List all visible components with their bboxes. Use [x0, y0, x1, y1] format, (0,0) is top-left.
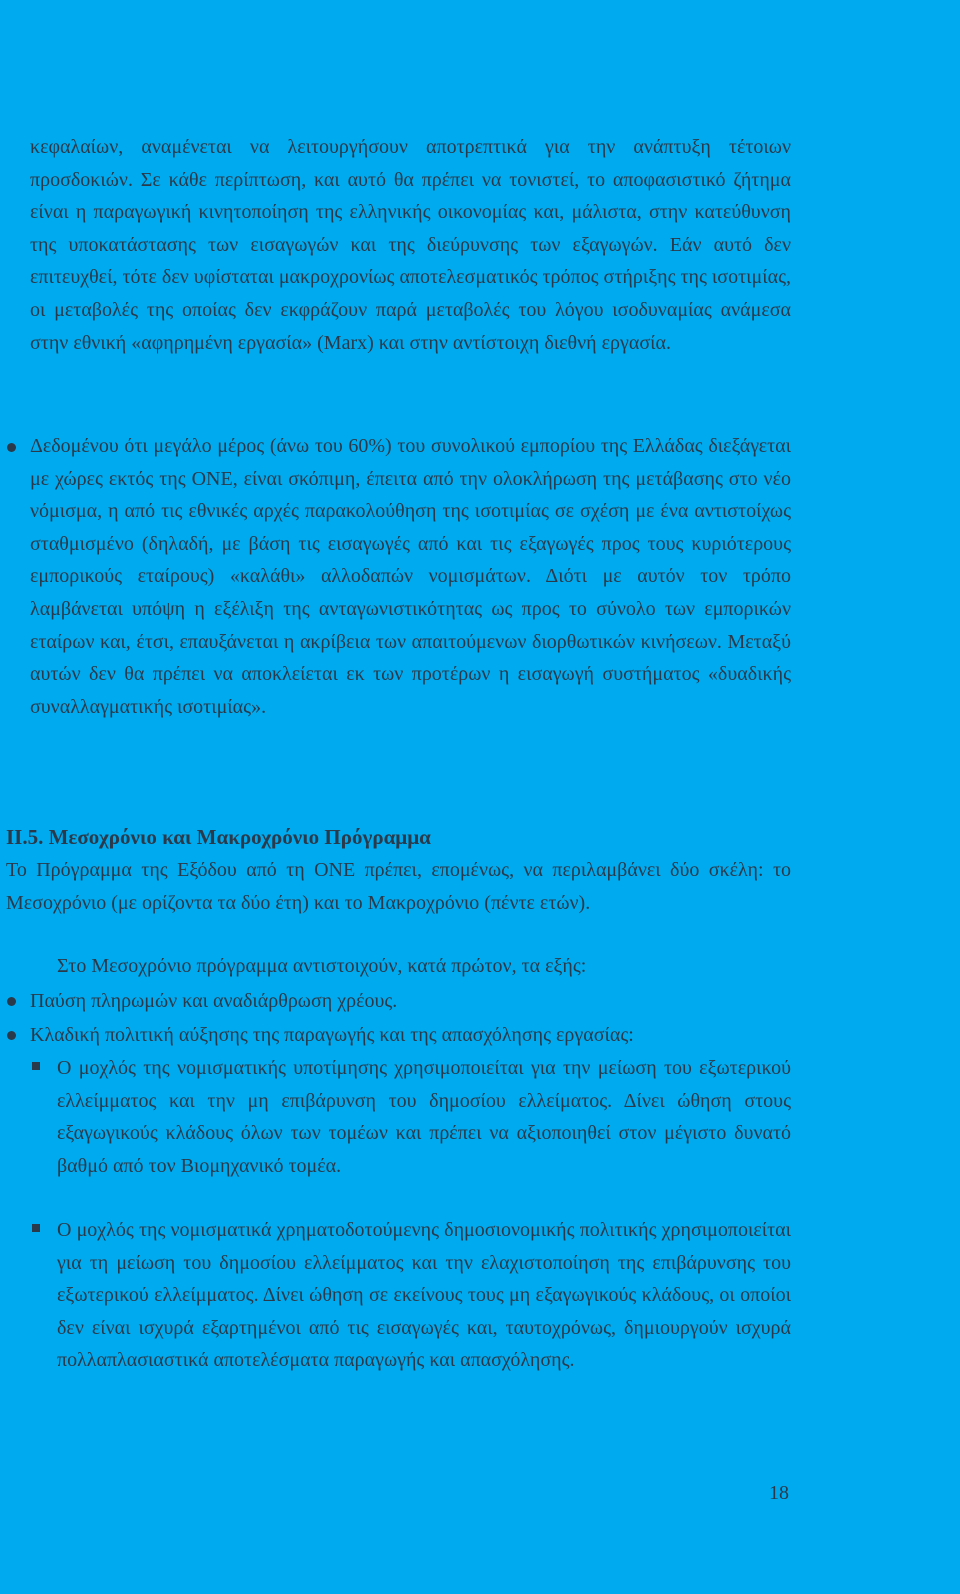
sub-bullet-devaluation: Ο μοχλός της νομισματικής υποτίμησης χρησιμοποιείται για την μείωση του εξωτερικού ελλείμματος και την μη επιβάρυνση του δημοσίου ελλείματος. Δίνει ώθηση στους εξαγωγικούς κλάδους όλων των τομέων και πρέπει να αξιοποιηθεί στον μέγιστο δυνατό βαθμό από τον Βιομηχανικό τομέα.	[57, 1057, 791, 1177]
continuation-paragraph: κεφαλαίων, αναμένεται να λειτουργήσουν αποτρεπτικά για την ανάπτυξη τέτοιων προσδοκιών. Σε κάθε περίπτωση, και αυτό θα πρέπει να τονιστεί, το αποφασιστικό ζήτημα είναι η παραγωγική κινητοποίηση της ελληνικής οικονομίας και, μάλιστα, στην κατεύθυνση της υποκατάστασης των εισαγωγών και της διεύρυνσης των εξαγωγών. Εάν αυτό δεν επιτευχθεί, τότε δεν υφίσταται μακροχρονίως αποτελεσματικός τρόπος στήριξης της ισοτιμίας, οι μεταβολές της οποίας δεν εκφράζουν παρά μεταβολές του λόγου ισοδυναμίας ανάμεσα στην εθνική «αφηρημένη εργασία» (Marx) και στην αντίστοιχη διεθνή εργασία.	[30, 136, 791, 354]
bullet-item-sector-policy: Κλαδική πολιτική αύξησης της παραγωγής και της απασχόλησης εργασίας:	[30, 1024, 634, 1046]
bullet-dot-icon	[7, 443, 16, 452]
sub-bullet-fiscal-policy: Ο μοχλός της νομισματικά χρηματοδοτούμενης δημοσιονομικής πολιτικής χρησιμοποιείται για τη μείωση του δημοσίου ελλείμματος και την ελαχιστοποίηση της επιβάρυνσης του εξωτερικού ελλείμματος. Δίνει ώθηση σε εκείνους τους μη εξαγωγικούς κλάδους, οι οποίοι δεν είναι ισχυρά εξαρτημένοι από τις εισαγωγές και, ταυτοχρόνως, δημιουργούν ισχυρά πολλαπλασιαστικά αποτελέσματα παραγωγής και απασχόλησης.	[57, 1219, 791, 1372]
trade-bullet-paragraph: Δεδομένου ότι μεγάλο μέρος (άνω του 60%) του συνολικού εμπορίου της Ελλάδας διεξάγεται με χώρες εκτός της ΟΝΕ, είναι σκόπιμη, έπειτα από την ολοκλήρωση της μετάβασης στο νέο νόμισμα, η από τις εθνικές αρχές παρακολούθηση της ισοτιμίας σε σχέση με ένα αντιστοίχως σταθμισμένο (δηλαδή, με βάση τις εισαγωγές από και τις εξαγωγές προς τους κυριότερους εμπορικούς εταίρους) «καλάθι» αλλοδαπών νομισμάτων. Διότι με αυτόν τον τρόπο λαμβάνεται υπόψη η εξέλιξη της ανταγωνιστικότητας ως προς το σύνολο των εμπορικών εταίρων και, έτσι, επαυξάνεται η ακρίβεια των απαιτούμενων διορθωτικών κινήσεων. Μεταξύ αυτών δεν θα πρέπει να αποκλείεται εκ των προτέρων η εισαγωγή συστήματος «δυαδικής συναλλαγματικής ισοτιμίας».	[30, 435, 791, 718]
square-bullet-icon	[32, 1062, 40, 1070]
bullet-dot-icon	[7, 1031, 16, 1040]
bullet-item-debt: Παύση πληρωμών και αναδιάρθρωση χρέους.	[30, 990, 398, 1012]
section-heading: II.5. Μεσοχρόνιο και Μακροχρόνιο Πρόγραμμα	[6, 825, 431, 849]
bullet-dot-icon	[7, 997, 16, 1006]
section-intro-paragraph: Το Πρόγραμμα της Εξόδου από τη ΟΝΕ πρέπει, επομένως, να περιλαμβάνει δύο σκέλη: το Μεσοχρόνιο (με ορίζοντα τα δύο έτη) και το Μακροχρόνιο (πέντε ετών).	[6, 859, 791, 914]
square-bullet-icon	[32, 1224, 40, 1232]
page-number: 18	[769, 1482, 789, 1504]
midterm-lead-paragraph: Στο Μεσοχρόνιο πρόγραμμα αντιστοιχούν, κατά πρώτον, τα εξής:	[57, 955, 587, 977]
